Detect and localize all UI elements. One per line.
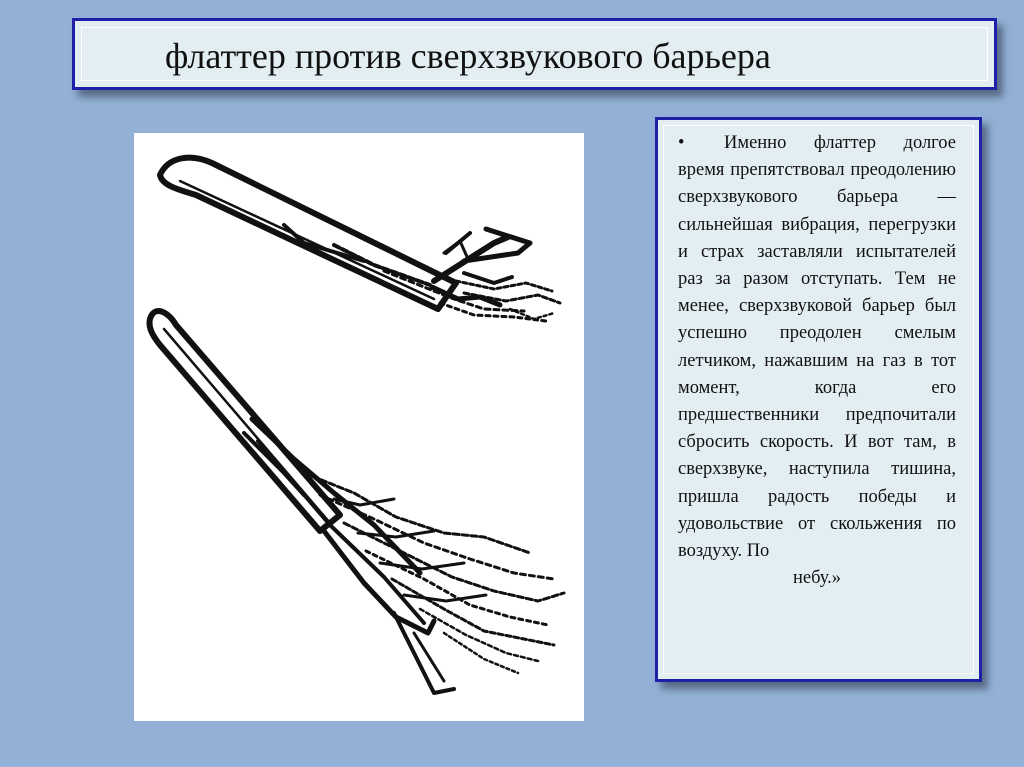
text-box	[655, 117, 982, 682]
upper-airplane	[160, 158, 560, 321]
body-paragraph	[678, 130, 956, 592]
paragraph-ending: небу.»	[792, 568, 842, 589]
bullet-marker: •	[678, 133, 685, 153]
airplanes-flutter-illustration	[134, 133, 584, 721]
paragraph-text: Именно флаттер долгое время препятствовал преодолению сверхзвукового барьера — сильнейшая вибрация, перегрузки и страх заставляли испытателей раз за разом отступать. Тем не менее, сверхзвуковой барьер был успешно преодолен смелым летчиком, нажавшим на газ в тот момент, когда его предшественники предпочитали сбросить скорость. И вот там, в сверхзвуке, наступила тишина, пришла радость победы и удовольствие от скольжения по воздуху. По	[678, 133, 956, 562]
lower-airplane	[149, 311, 564, 693]
slide-title: флаттер против сверхзвукового барьера	[165, 36, 771, 76]
illustration-panel	[134, 133, 584, 721]
title-box	[72, 18, 997, 90]
